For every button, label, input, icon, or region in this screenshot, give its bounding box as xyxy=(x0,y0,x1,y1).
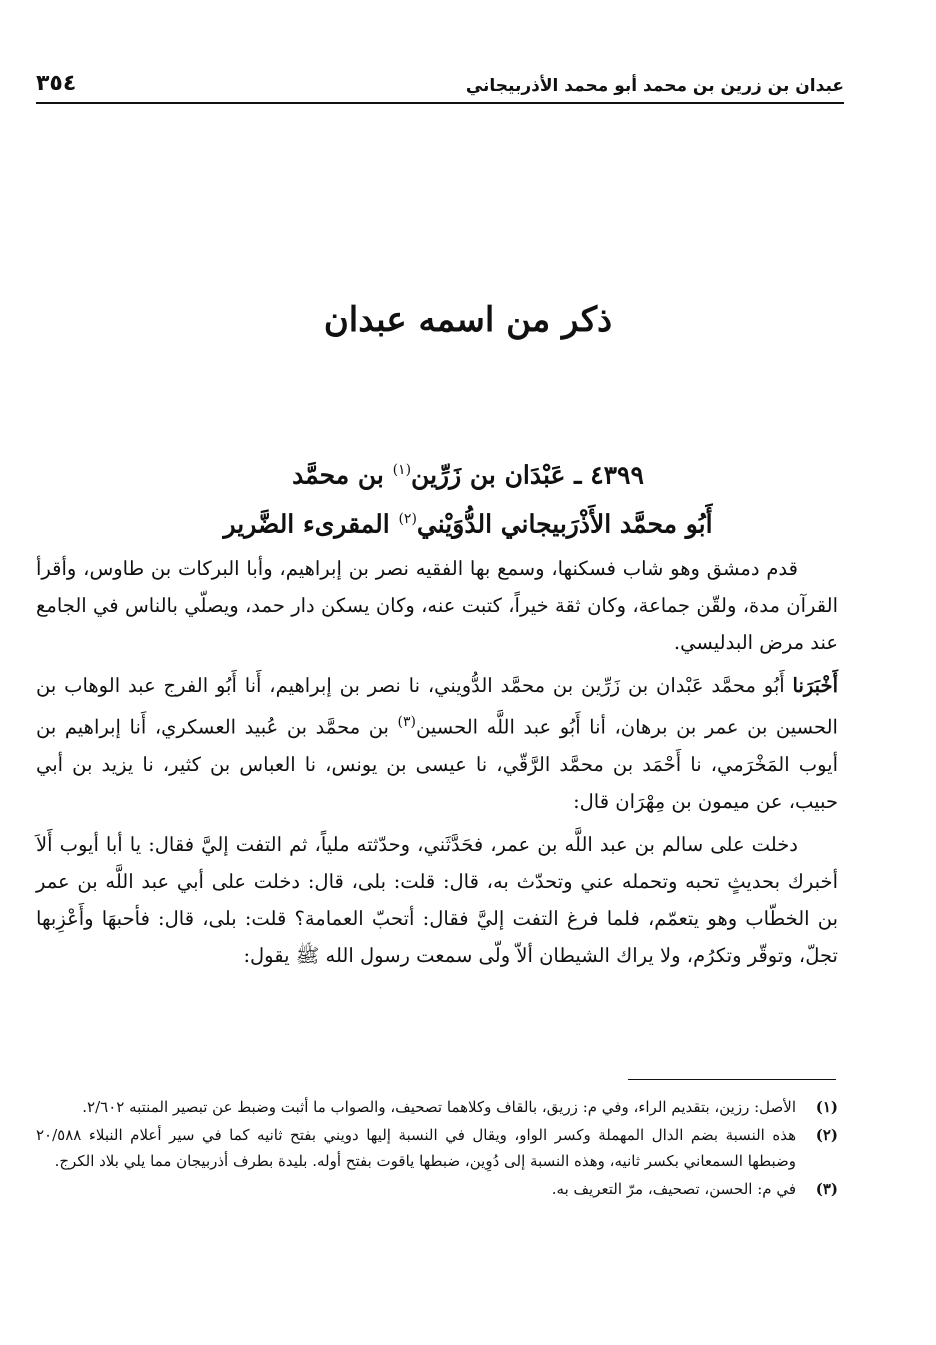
entry-name: ٤٣٩٩ ـ عَبْدَان بن زَرِّين xyxy=(411,460,644,490)
footnote-divider xyxy=(628,1079,836,1080)
entry-name-cont: بن محمَّد xyxy=(292,460,393,490)
footnotes xyxy=(36,1094,838,1204)
body-text xyxy=(36,550,838,980)
footnote-number: (٢) xyxy=(815,1126,838,1144)
footnote-number: (١) xyxy=(815,1098,838,1116)
entry-heading-line-2 xyxy=(60,497,876,546)
paragraph-2-text-a: أَبُو محمَّد عَبْدان بن زَرِّين بن محمَّد الدُّويني، نا نصر بن إبراهيم، أَنا أَبُو الفرج عبد الوهاب بن الحسين بن عمر بن برهان، أنا أَبُو عبد اللَّه الحسين xyxy=(36,674,838,739)
entry-kunya-cont: المقرىء الضَّرير xyxy=(223,509,399,539)
akhbarana-lead-word: أَخْبَرَنا xyxy=(792,674,838,697)
footnote-text: في م: الحسن، تصحيف، مرّ التعريف به. xyxy=(551,1180,796,1198)
footnote-3 xyxy=(36,1176,838,1202)
paragraph-2 xyxy=(36,667,838,820)
footnote-ref-3: (٣) xyxy=(397,714,416,730)
footnote-ref-2: (٢) xyxy=(398,511,417,528)
footnote-ref-1: (١) xyxy=(392,462,412,478)
running-title: عبدان بن زرين بن محمد أبو محمد الأذربيجاني xyxy=(465,76,844,96)
footnote-number: (٣) xyxy=(815,1180,838,1198)
footnote-text: هذه النسبة بضم الدال المهملة وكسر الواو، ويقال في النسبة إليها دويني بفتح ثانيه كما في سير أعلام النبلاء ٢٠/٥٨٨ وضبطها السمعاني بكسر ثانيه، وهذه النسبة إلى دُوِين، ضبطها ياقوت بفتح أوله. بليدة بطرف أذربيجان مما يلي بلاد الكرج. xyxy=(36,1126,796,1170)
chapter-title: ذكر من اسمه عبدان xyxy=(323,300,613,340)
entry-kunya: أَبُو محمَّد الأَذْرَبيجاني الدُّوَيْني xyxy=(416,509,713,539)
footnote-text: الأصل: رزين، بتقديم الراء، وفي م: زريق، بالقاف وكلاهما تصحيف، والصواب ما أثبت وضبط عن تبصير المنتبه ٢/٦٠٢. xyxy=(82,1098,796,1116)
entry-heading xyxy=(60,448,876,547)
footnote-2 xyxy=(36,1122,838,1174)
footnote-1 xyxy=(36,1094,838,1120)
paragraph-3: دخلت على سالم بن عبد اللَّه بن عمر، فحَدَّثَني، وحدّثته ملياً، ثم التفت إليَّ فقال: يا أبا أيوب أَلاَ أخبرك بحديثٍ تحبه وتحمله عني وتحدّث به، قال: قلت: بلى، قال: دخلت على أبي عبد اللَّه بن عمر بن الخطّاب وهو يتعمّم، فلما فرغ التفت إليَّ فقال: أتحبّ العمامة؟ قلت: بلى، قال: فأحبهَا وأَعْزِبها تجلّ، وتوقّر وتكرُم، ولا يراك الشيطان ألاّ ولّى سمعت رسول الله ﷺ يقول: xyxy=(36,832,838,967)
paragraph-2-text-b: بن محمَّد بن عُبيد العسكري، أَنا إبراهيم بن أيوب المَخْرَمي، نا أَحْمَد بن محمَّد الرَّقّي، نا عيسى بن يونس، نا العباس بن كثير، نا يزيد بن أبي حبيب، عن ميمون بن مِهْرَان قال: xyxy=(36,715,838,813)
page-header xyxy=(36,60,844,104)
entry-heading-line-1 xyxy=(60,448,876,497)
page-number: ٣٥٤ xyxy=(36,71,77,96)
paragraph-1: قدم دمشق وهو شاب فسكنها، وسمع بها الفقيه نصر بن إبراهيم، وأبا البركات بن طاوس، وأقرأ القرآن مدة، ولقّن جماعة، وكان ثقة خيراً، كتبت عنه، وكان يسكن دار حمد، ويصلّي بالناس في الجامع عند مرض البدليسي. xyxy=(36,557,838,654)
